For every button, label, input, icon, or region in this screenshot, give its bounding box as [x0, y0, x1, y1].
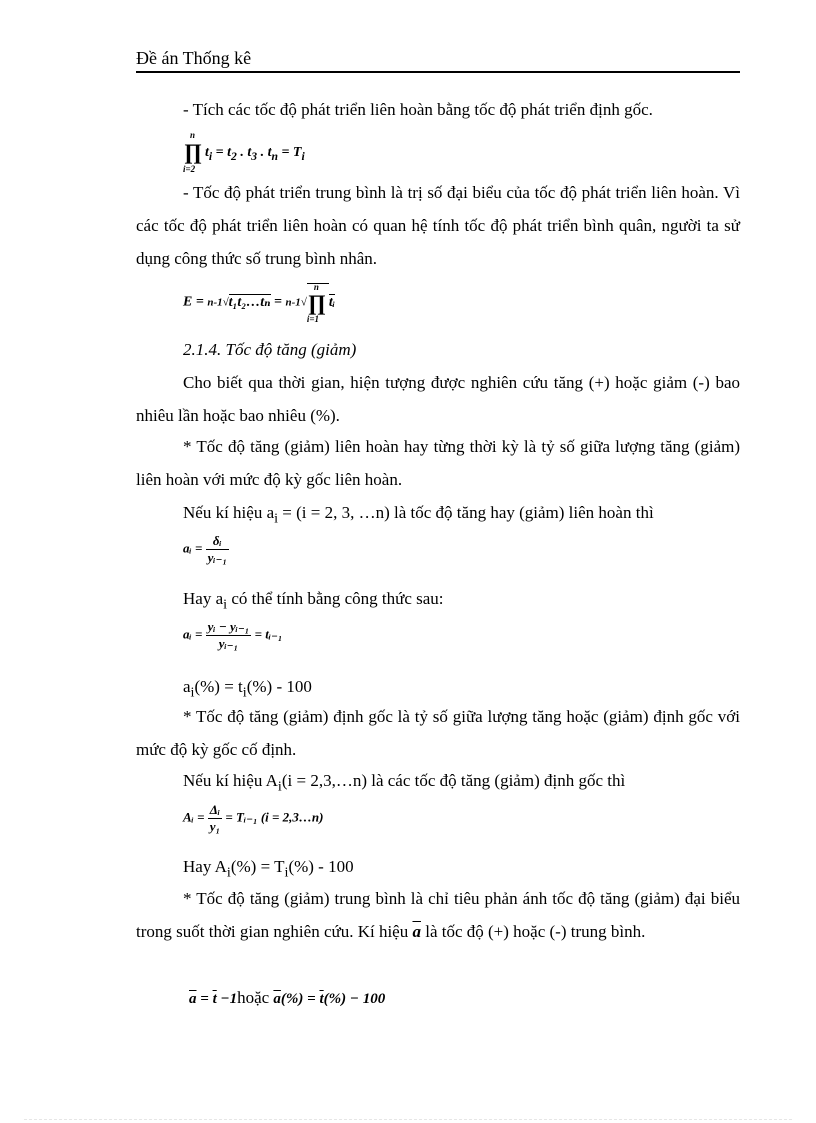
paragraph-8: * Tốc độ tăng (giảm) định gốc là tỷ số giữa lượng tăng hoặc (giảm) định gốc với mức độ kỳ gốc cố định.: [136, 707, 740, 759]
formula-term: . t: [236, 145, 252, 161]
formula-geometric-mean: [183, 283, 335, 322]
paragraph-1: - Tích các tốc độ phát triển liên hoàn bằng tốc độ phát triển định gốc.: [183, 100, 653, 119]
text-run: (i = 2,3,…n) là các tốc độ tăng (giảm) định gốc thì: [281, 771, 626, 790]
fraction-denominator: y₁: [209, 819, 221, 834]
formula-lower: i=2: [183, 164, 196, 174]
formula-average-rate: [189, 988, 385, 1008]
fraction-denominator: yᵢ₋₁: [207, 550, 227, 565]
formula-text: hoặc: [237, 988, 274, 1007]
formula-term: aᵢ =: [183, 540, 206, 556]
formula-term: (%) =: [280, 991, 320, 1007]
formula-term: $\overline{a}$: [273, 991, 281, 1007]
section-heading: 2.1.4. Tốc độ tăng (giảm): [183, 340, 357, 359]
text-run: Hay a: [183, 589, 224, 608]
product-symbol: ∏: [307, 290, 326, 315]
text-sub: i: [223, 596, 228, 613]
formula-sub: 2: [231, 150, 237, 164]
text-sub: i: [242, 684, 247, 701]
formula-term: Aᵢ =: [183, 809, 208, 825]
formula-term: (%) − 100: [323, 991, 386, 1007]
formula-term: E =: [183, 294, 208, 310]
text-run: Nếu kí hiệu a: [183, 503, 275, 522]
formula-term: tᵢ: [328, 294, 336, 310]
fraction-numerator: yᵢ − yᵢ₋₁: [207, 619, 250, 634]
text-run: là tốc độ (+) hoặc (-) trung bình.: [420, 922, 646, 941]
formula-term: = T: [277, 145, 302, 161]
paragraph-9: [136, 764, 740, 803]
formula-upper: n: [313, 282, 319, 292]
formula-sub: n: [271, 150, 278, 164]
fraction: [206, 619, 252, 652]
text-sub: i: [277, 778, 282, 795]
formula-term: $\overline{t}$: [212, 991, 217, 1007]
formula-term: aᵢ =: [183, 626, 206, 642]
text-sub: i: [284, 864, 289, 881]
text-run: Nếu kí hiệu A: [183, 771, 278, 790]
formula-term: $\overline{t}$: [319, 991, 324, 1007]
formula-term: =: [196, 991, 213, 1007]
text-sub: i: [274, 510, 279, 527]
formula-term: =: [270, 294, 286, 310]
root-symbol: n-1√: [285, 296, 307, 309]
formula-ai: [183, 533, 229, 566]
formula-term: = tᵢ₋₁: [251, 626, 283, 642]
formula-Ai: [183, 802, 324, 835]
text-run: (%) - 100: [246, 677, 312, 696]
paragraph-6: [136, 582, 740, 621]
text-run: (%) = T: [230, 857, 285, 876]
text-run: có thể tính bằng công thức sau:: [227, 589, 444, 608]
paragraph-2: - Tốc độ phát triển trung bình là trị số đại biểu của tốc độ phát triển liên hoàn. Vì các tốc độ phát triển liên hoàn có quan hệ tính tốc độ phát triển bình quân, người ta sử dụng công thức số trung bình nhân.: [136, 183, 740, 268]
formula-sub: i: [301, 150, 305, 164]
text-run: a: [183, 677, 191, 696]
formula-term: t: [205, 145, 209, 161]
formula-sub: 3: [251, 150, 258, 164]
formula-term: = t: [212, 145, 232, 161]
fraction: [208, 802, 222, 835]
paragraph-3: Cho biết qua thời gian, hiện tượng được nghiên cứu tăng (+) hoặc giảm (-) bao nhiêu lần hoặc bao nhiêu (%).: [136, 373, 740, 425]
fraction-numerator: δᵢ: [206, 533, 229, 550]
text-sub: i: [190, 684, 195, 701]
text-run: = (i = 2, 3, …n) là tốc độ tăng hay (giảm) liên hoàn thì: [278, 503, 654, 522]
formula-lower: i=1: [306, 314, 319, 324]
page-bottom-border: [24, 1119, 792, 1120]
header-title: Đề án Thống kê: [136, 48, 252, 68]
fraction: [206, 533, 229, 566]
text-sub: i: [226, 864, 231, 881]
text-run: * Tốc độ tăng (giảm) trung bình là chỉ tiêu phản ánh tốc độ tăng (giảm) đại biểu trong suốt thời gian nghiên cứu. Kí hiệu: [136, 889, 740, 941]
formula-term: = Tᵢ₋₁ (i = 2,3…n): [222, 809, 324, 825]
page-header: [136, 48, 740, 69]
fraction-denominator: yᵢ₋₁: [218, 636, 239, 651]
formula-upper: n: [190, 130, 196, 140]
formula-term: −1: [216, 991, 238, 1007]
paragraph-4: * Tốc độ tăng (giảm) liên hoàn hay từng thời kỳ là tỷ số giữa lượng tăng (giảm) liên hoàn với mức độ kỳ gốc liên hoàn.: [136, 437, 740, 489]
header-rule: [136, 71, 740, 73]
product-symbol: ∏: [184, 139, 203, 164]
paragraph-5: [136, 496, 740, 535]
root-symbol: n-1√: [207, 296, 229, 309]
fraction-numerator: Δᵢ: [209, 802, 221, 817]
formula-term: . t: [257, 145, 272, 161]
paragraph-11: [136, 882, 740, 948]
text-run: Hay A: [183, 857, 227, 876]
text-symbol: $\overline{a}$: [412, 922, 421, 941]
formula-ai-alt: [183, 619, 282, 652]
formula-term: $\overline{a}$: [189, 991, 197, 1007]
text-run: (%) = t: [194, 677, 243, 696]
formula-sub: i: [208, 150, 213, 164]
text-run: (%) - 100: [288, 857, 354, 876]
formula-term: t₁t₂…tₙ: [228, 294, 271, 310]
formula-product: [183, 130, 305, 174]
